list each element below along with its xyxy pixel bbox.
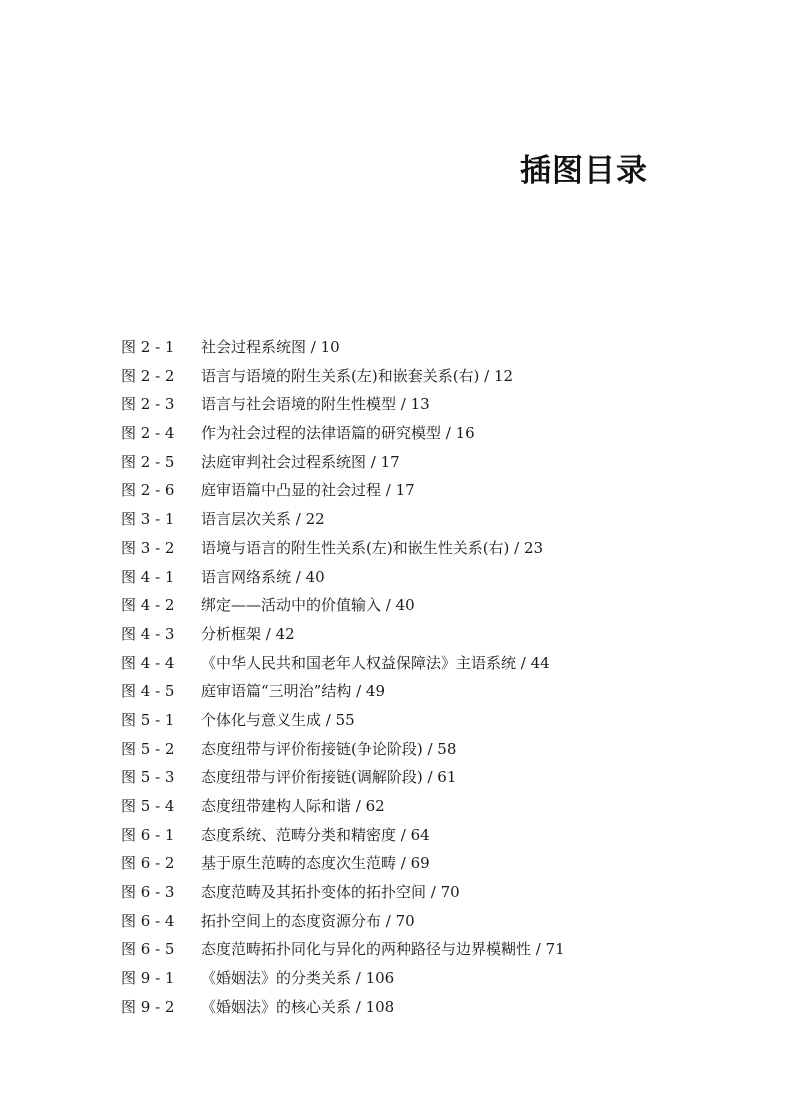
figure-entry [121,935,761,964]
figure-entry [121,563,761,592]
figure-title-page: 态度系统、范畴分类和精密度 / 64 [201,825,430,844]
figure-title-page: 《婚姻法》的分类关系 / 106 [201,969,395,988]
figure-title-page: 语言网络系统 / 40 [201,567,325,586]
figure-entry [121,763,761,792]
figure-title-page: 态度纽带建构人际和谐 / 62 [201,797,385,815]
figure-number: 图 4 - 1 [121,567,175,586]
figure-entry [121,677,761,706]
figure-title-page: 个体化与意义生成 / 55 [201,710,355,729]
figure-entry [121,534,761,563]
figure-entry [121,821,761,850]
figure-number: 图 6 - 5 [121,940,175,959]
page-title: 插图目录 [520,153,648,189]
figure-entry [121,649,761,678]
figure-entry [121,849,761,878]
figure-number: 图 4 - 4 [121,653,175,672]
figure-number: 图 5 - 2 [121,739,175,758]
figure-entry [121,591,761,620]
figure-title-page: 语境与语言的附生性关系(左)和嵌生性关系(右) / 23 [201,538,544,557]
figure-number: 图 3 - 1 [121,510,175,529]
figure-number: 图 2 - 2 [121,366,175,385]
figure-title-page: 拓扑空间上的态度资源分布 / 70 [201,911,415,930]
figure-entry [121,419,761,448]
figure-title-page: 态度纽带与评价衔接链(争论阶段) / 58 [201,739,457,758]
figure-number: 图 2 - 1 [121,338,175,356]
figure-entry [121,390,761,419]
figure-list [121,333,761,1022]
figure-entry [121,620,761,649]
figure-entry [121,878,761,907]
figure-number: 图 6 - 1 [121,825,175,844]
figure-number: 图 2 - 5 [121,452,175,471]
figure-number: 图 6 - 4 [121,911,175,930]
figure-number: 图 2 - 3 [121,395,175,414]
figure-title-page: 法庭审判社会过程系统图 / 17 [201,452,400,471]
figure-entry [121,476,761,505]
figure-title-page: 语言与语境的附生关系(左)和嵌套关系(右) / 12 [201,366,514,385]
figure-title-page: 态度范畴拓扑同化与异化的两种路径与边界模糊性 / 71 [201,940,565,959]
figure-number: 图 6 - 2 [121,854,175,873]
figure-number: 图 9 - 2 [121,997,175,1016]
figure-number: 图 4 - 5 [121,682,175,701]
figure-number: 图 5 - 4 [121,797,175,815]
figure-number: 图 5 - 1 [121,710,175,729]
figure-title-page: 社会过程系统图 / 10 [201,338,340,356]
figure-number: 图 4 - 2 [121,596,175,615]
figure-title-page: 庭审语篇中凸显的社会过程 / 17 [201,481,415,500]
figure-title-page: 基于原生范畴的态度次生范畴 / 69 [201,854,430,873]
figure-entry [121,964,761,993]
figure-entry [121,448,761,477]
figure-entry [121,706,761,735]
figure-entry [121,362,761,391]
figure-entry [121,333,761,362]
figure-title-page: 庭审语篇“三明治”结构 / 49 [201,682,386,701]
figure-number: 图 5 - 3 [121,768,175,787]
figure-title-page: 《婚姻法》的核心关系 / 108 [201,997,395,1016]
figure-entry [121,792,761,821]
figure-number: 图 9 - 1 [121,969,175,988]
figure-number: 图 4 - 3 [121,624,175,643]
figure-entry [121,735,761,764]
figure-title-page: 态度范畴及其拓扑变体的拓扑空间 / 70 [201,883,460,902]
figure-number: 图 3 - 2 [121,538,175,557]
figure-title-page: 语言与社会语境的附生性模型 / 13 [201,395,430,414]
figure-title-page: 绑定——活动中的价值输入 / 40 [201,596,415,615]
figure-entry [121,505,761,534]
figure-number: 图 2 - 6 [121,481,175,500]
figure-title-page: 态度纽带与评价衔接链(调解阶段) / 61 [201,768,457,787]
figure-entry [121,993,761,1022]
figure-number: 图 6 - 3 [121,883,175,902]
figure-entry [121,907,761,936]
figure-number: 图 2 - 4 [121,424,175,443]
figure-title-page: 语言层次关系 / 22 [201,510,325,529]
figure-title-page: 《中华人民共和国老年人权益保障法》主语系统 / 44 [201,653,550,672]
figure-title-page: 分析框架 / 42 [201,624,295,643]
figure-title-page: 作为社会过程的法律语篇的研究模型 / 16 [201,424,475,443]
